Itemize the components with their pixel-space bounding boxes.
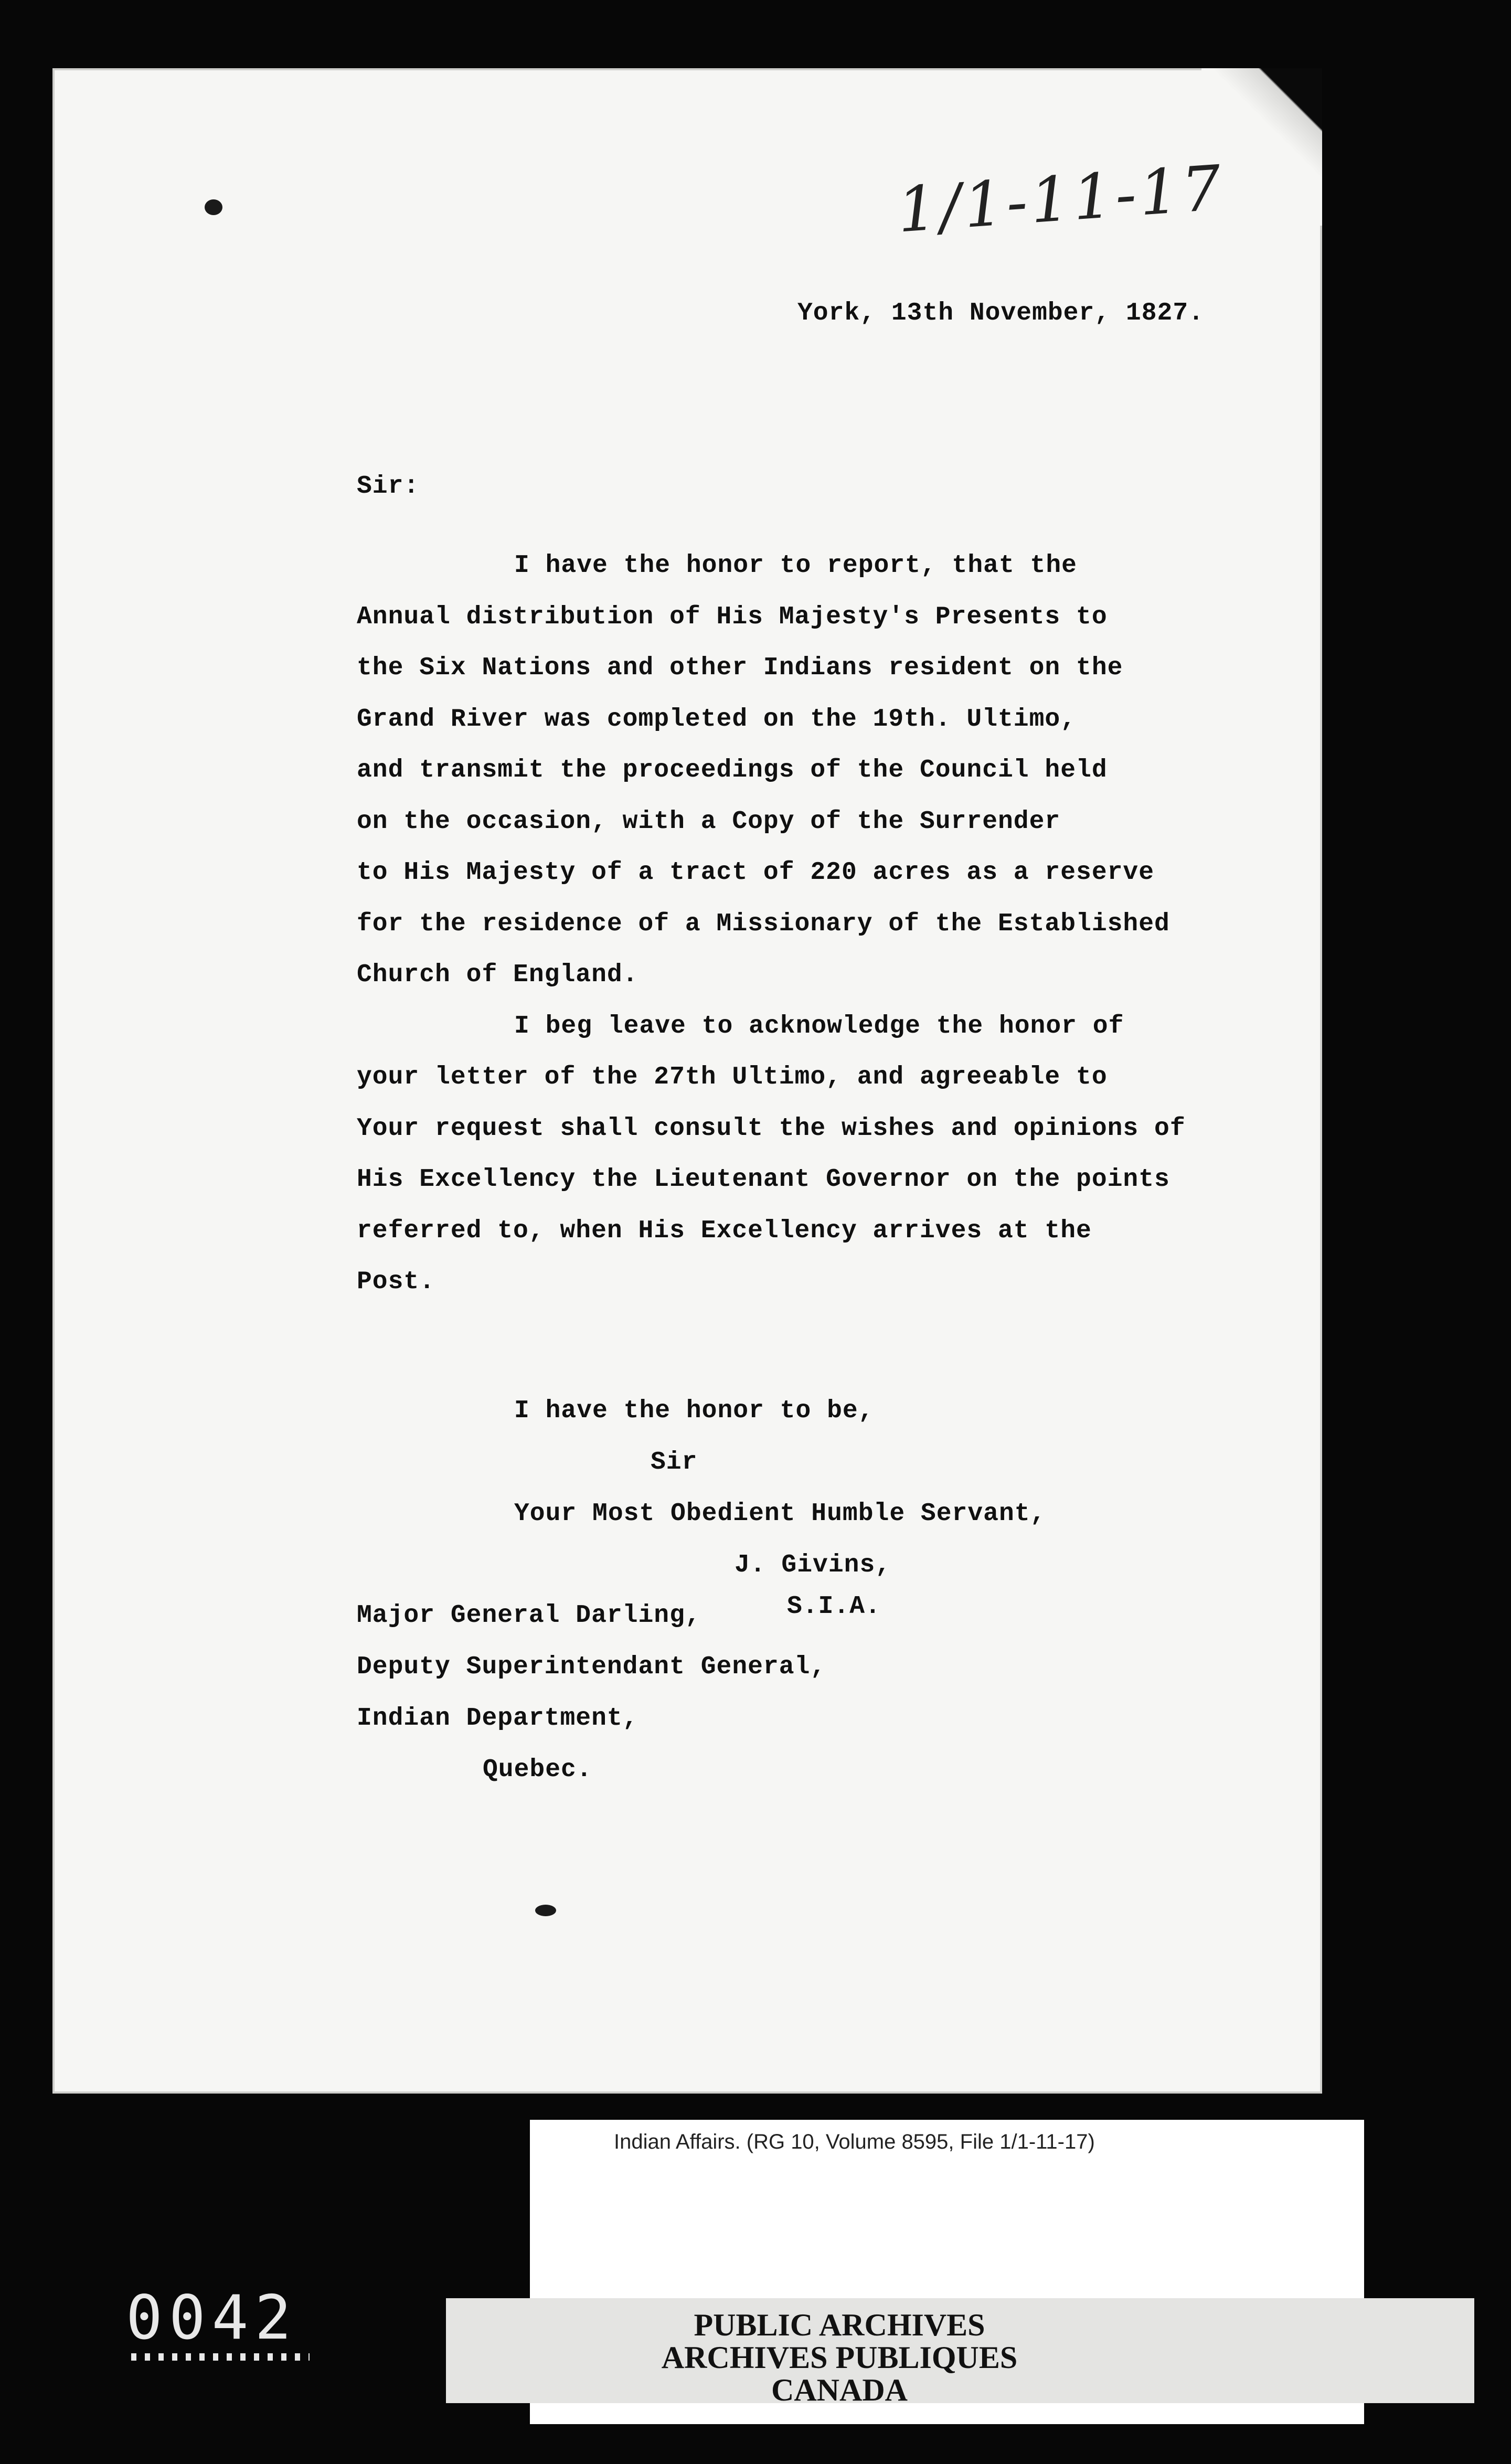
salutation: Sir: [357, 472, 420, 501]
text-line: His Excellency the Lieutenant Governor on the points [357, 1165, 1170, 1194]
text-line: Annual distribution of His Majesty's Presents to [357, 602, 1108, 631]
text-line: I have the honor to report, that the [514, 551, 1077, 580]
text-line: referred to, when His Excellency arrives at the [357, 1216, 1092, 1245]
film-edge-ticks [131, 2353, 310, 2361]
text-line: the Six Nations and other Indians resident on the [357, 654, 1123, 682]
text-line: on the occasion, with a Copy of the Surrender [357, 807, 1061, 836]
addressee-line: Indian Department, [357, 1704, 639, 1733]
archive-citation: Indian Affairs. (RG 10, Volume 8595, File 1/1-11-17) [614, 2130, 1095, 2153]
text-line: and transmit the proceedings of the Council held [357, 756, 1108, 784]
complimentary-closing [357, 1385, 1046, 1622]
addressee-block [357, 1590, 826, 1796]
microfilm-frame-number: 0042 [126, 2282, 298, 2353]
text-line: I beg leave to acknowledge the honor of [514, 1012, 1124, 1040]
ink-blot [205, 199, 222, 215]
handwritten-file-reference: 1/1-11-17 [895, 151, 1227, 247]
letter-paragraphs [357, 540, 1186, 1308]
closing-line: Your Most Obedient Humble Servant, [514, 1500, 1046, 1528]
addressee-line: Major General Darling, [357, 1601, 701, 1630]
archive-name-en: PUBLIC ARCHIVES [694, 2308, 985, 2342]
dateline: York, 13th November, 1827. [797, 299, 1204, 327]
text-line: Your request shall consult the wishes and opinions of [357, 1114, 1186, 1143]
text-line: Grand River was completed on the 19th. Ultimo, [357, 705, 1077, 734]
letter-page [52, 68, 1322, 2094]
closing-line: Sir [651, 1448, 698, 1477]
archive-name-fr: ARCHIVES PUBLIQUES [661, 2340, 1018, 2375]
text-line: your letter of the 27th Ultimo, and agreeable to [357, 1063, 1108, 1091]
text-line: to His Majesty of a tract of 220 acres as a reserve [357, 858, 1155, 887]
text-line: Post. [357, 1268, 435, 1296]
ink-blot [535, 1905, 556, 1916]
archive-stamp [551, 2309, 1128, 2406]
text-line: for the residence of a Missionary of the Established [357, 909, 1170, 938]
addressee-line: Quebec. [483, 1756, 592, 1784]
addressee-line: Deputy Superintendant General, [357, 1653, 826, 1681]
signature-name: J. Givins, [735, 1551, 891, 1579]
text-line: Church of England. [357, 961, 639, 989]
closing-line: I have the honor to be, [514, 1397, 874, 1425]
signature-title: S.I.A. [787, 1592, 881, 1621]
archive-country: CANADA [771, 2373, 908, 2407]
